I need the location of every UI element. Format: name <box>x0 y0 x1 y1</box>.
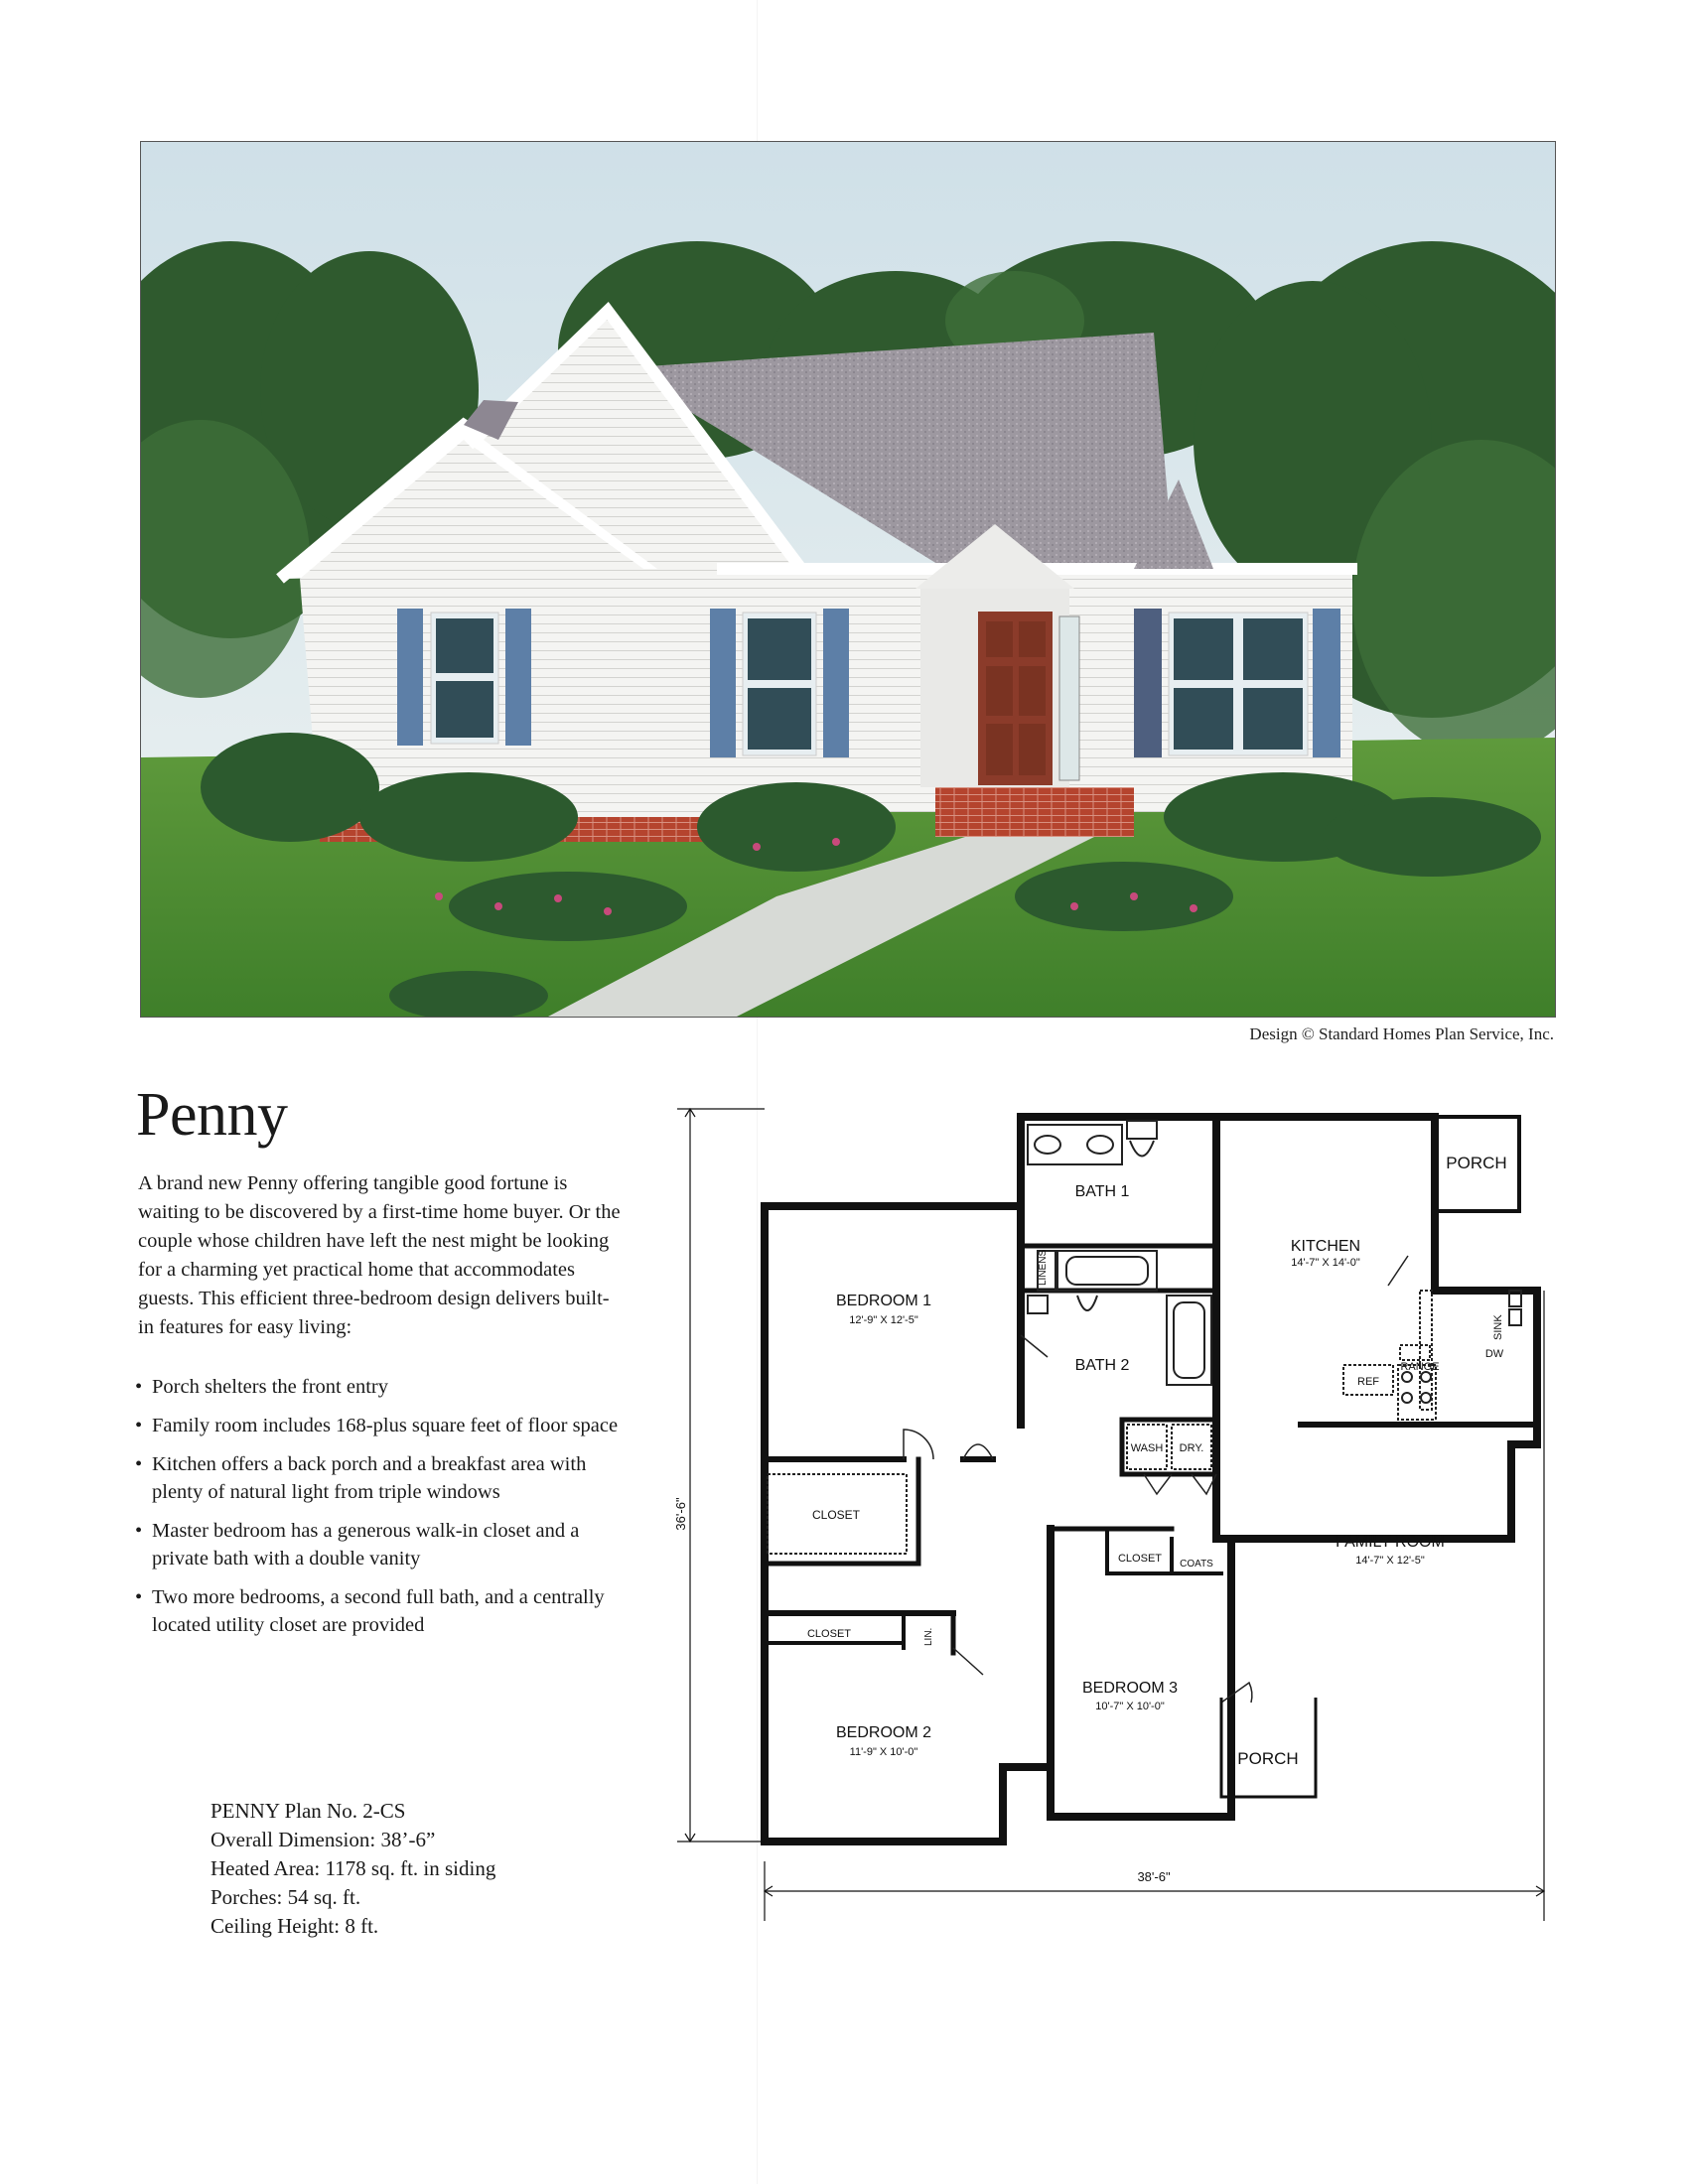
linen-closet-label: LIN. <box>923 1627 934 1646</box>
dishwasher-label: DW <box>1484 1348 1504 1360</box>
feature-text: Family room includes 168-plus square feet of floor space <box>152 1415 619 1436</box>
back-porch-label: PORCH <box>1446 1154 1507 1172</box>
front-porch-label: PORCH <box>1237 1749 1299 1768</box>
depth-dimension-label: 36'-6" <box>673 1497 688 1531</box>
feature-text: Two more bedrooms, a second full bath, and a centrally located utility closet are provided <box>152 1586 605 1636</box>
feature-item <box>131 1412 628 1439</box>
bullet-icon: • <box>135 1453 143 1475</box>
bedroom1-label: BEDROOM 1 <box>835 1293 932 1309</box>
feature-text: Kitchen offers a back porch and a breakfast area with plenty of natural light from triple windows <box>152 1453 587 1503</box>
kitchen-label: KITCHEN <box>1290 1238 1361 1255</box>
feature-text: Master bedroom has a generous walk-in closet and a private bath with a double vanity <box>152 1520 580 1570</box>
bullet-icon: • <box>135 1376 143 1398</box>
dryer-label: DRY. <box>1179 1442 1204 1454</box>
bullet-icon: • <box>135 1520 143 1542</box>
hall-closet-label: CLOSET <box>1117 1553 1163 1565</box>
spec-heated-area: Heated Area: 1178 sq. ft. in siding <box>211 1856 496 1880</box>
house-rendering-illustration <box>141 142 1555 1017</box>
washer-label: WASH <box>1130 1442 1164 1454</box>
intro-paragraph: A brand new Penny offering tangible good fortune is waiting to be discovered by a first-time home buyer. Or the couple whose children have left the nest might be looking for a charming yet practical home that accommodates guests. This efficient three-bedroom design delivers built-in features for easy living: <box>138 1172 621 1338</box>
bullet-icon: • <box>135 1586 143 1608</box>
refrigerator-label: REF <box>1357 1376 1379 1388</box>
range-label: RANGE <box>1400 1361 1440 1373</box>
feature-item <box>131 1583 628 1639</box>
house-rendering <box>140 141 1556 1018</box>
spec-ceiling-height: Ceiling Height: 8 ft. <box>211 1914 379 1938</box>
feature-item <box>131 1373 628 1401</box>
kitchen-dimensions: 14'-7" X 14'-0" <box>1291 1257 1360 1269</box>
bedroom2-closet-label: CLOSET <box>806 1628 852 1640</box>
master-closet-label: CLOSET <box>811 1508 861 1522</box>
floor-plan <box>665 1097 1599 1941</box>
plan-title: Penny <box>136 1081 288 1149</box>
feature-item <box>131 1450 628 1506</box>
bath1-label: BATH 1 <box>1074 1183 1130 1200</box>
bedroom2-label: BEDROOM 2 <box>835 1724 932 1741</box>
feature-text: Porch shelters the front entry <box>152 1376 388 1398</box>
design-credit: Design © Standard Homes Plan Service, Inc. <box>1249 1024 1554 1043</box>
spec-overall-dimension: Overall Dimension: 38’-6” <box>211 1828 436 1851</box>
coats-closet-label: COATS <box>1180 1559 1213 1570</box>
width-dimension-label: 38'-6" <box>1137 1869 1171 1884</box>
spec-plan-number: PENNY Plan No. 2-CS <box>211 1799 406 1823</box>
linens-label: LINENS <box>1038 1249 1049 1286</box>
bedroom3-label: BEDROOM 3 <box>1081 1680 1179 1697</box>
feature-list <box>131 1373 628 1650</box>
sink-label: SINK <box>1492 1314 1504 1340</box>
plan-specs <box>211 1797 495 1941</box>
bedroom2-dimensions: 11'-9" X 10'-0" <box>849 1746 918 1758</box>
bedroom1-dimensions: 12'-9" X 12'-5" <box>849 1314 918 1326</box>
floor-plan-drawing <box>665 1097 1599 1941</box>
bedroom3-dimensions: 10'-7" X 10'-0" <box>1095 1701 1165 1712</box>
spec-porches: Porches: 54 sq. ft. <box>211 1885 361 1909</box>
family-room-dimensions: 14'-7" X 12'-5" <box>1355 1555 1425 1567</box>
bullet-icon: • <box>135 1415 143 1436</box>
family-room-label: FAMILY ROOM <box>1336 1534 1445 1551</box>
feature-item <box>131 1517 628 1572</box>
bath2-label: BATH 2 <box>1074 1357 1130 1374</box>
